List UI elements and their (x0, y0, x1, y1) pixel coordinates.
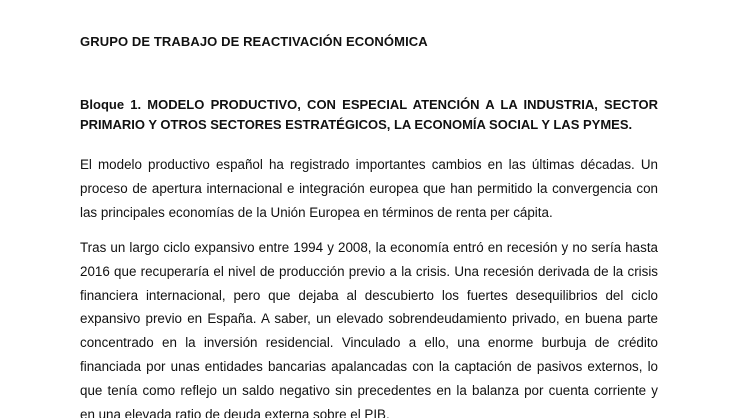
paragraph-line: El modelo productivo español ha registrado importantes cambios en las últimas décadas. Un (80, 157, 658, 172)
paragraph-line: en una elevada ratio de deuda externa sobre el PIB. (80, 406, 390, 418)
paragraph-line: financiera internacional, pero que dejaba al descubierto los fuertes desequilibrios del ciclo (80, 287, 658, 303)
block-title-line: Bloque 1. MODELO PRODUCTIVO, CON ESPECIAL ATENCIÓN A LA INDUSTRIA, SECTOR (80, 97, 658, 112)
paragraph-line: Tras un largo ciclo expansivo entre 1994 y 2008, la economía entró en recesión y no sería hasta (80, 240, 658, 255)
paragraph-1 (80, 153, 658, 224)
paragraph-line: las principales economías de la Unión Europea en términos de renta per cápita. (80, 204, 553, 220)
paragraph-line: 2016 que recuperaría el nivel de producción previo a la crisis. Una recesión derivada de la crisis (80, 263, 658, 279)
block-title (80, 95, 658, 135)
paragraph-line: expansivo previo en España. A saber, un elevado sobrendeudamiento privado, en buena parte (80, 311, 658, 327)
block-title-line: PRIMARIO Y OTROS SECTORES ESTRATÉGICOS, LA ECONOMÍA SOCIAL Y LAS PYMES. (80, 117, 633, 132)
paragraph-line: financiada por unas entidades bancarias apalancadas con la captación de pasivos externos, lo (80, 358, 658, 374)
paragraph-line: concentrado en la inversión residencial. Vinculado a ello, una enorme burbuja de crédito (80, 335, 658, 351)
paragraph-2 (80, 236, 658, 418)
document-heading: GRUPO DE TRABAJO DE REACTIVACIÓN ECONÓMICA (80, 34, 428, 49)
paragraph-line: que tenía como reflejo un saldo negativo sin precedentes en la balanza por cuenta corriente y (80, 382, 658, 398)
paragraph-line: proceso de apertura internacional e integración europea que han permitido la convergencia con (80, 180, 658, 196)
